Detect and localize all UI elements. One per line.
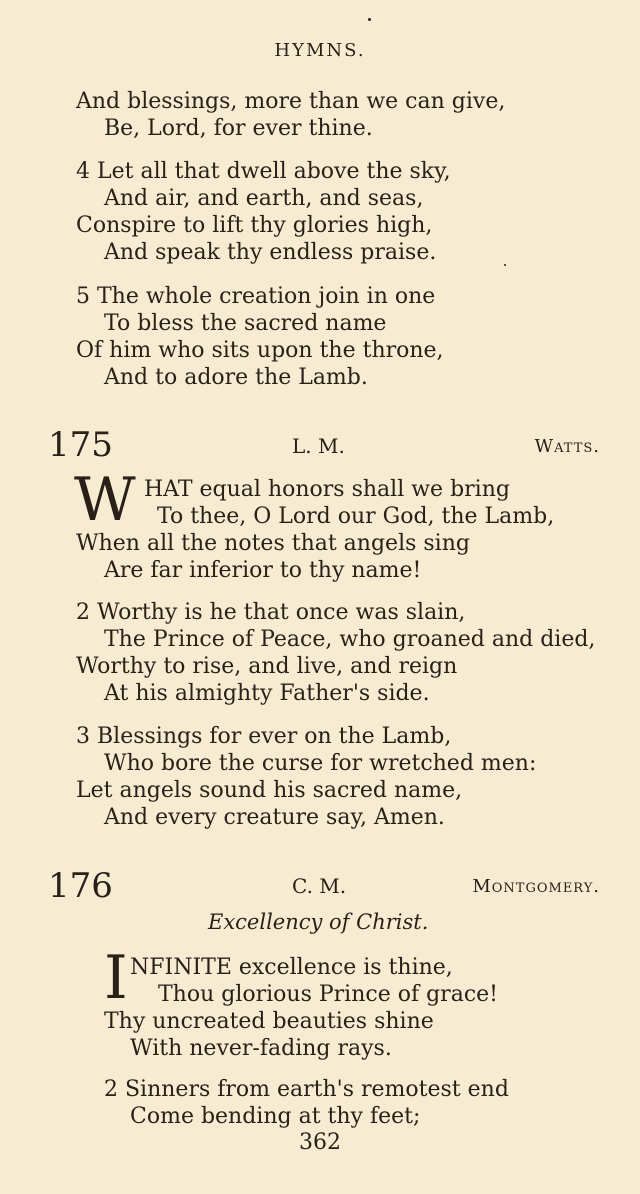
verse-line: To thee, O Lord our God, the Lamb,	[157, 504, 555, 529]
verse-line: To bless the sacred name	[104, 311, 387, 336]
running-head: HYMNS.	[274, 40, 366, 61]
verse-line: Be, Lord, for ever thine.	[104, 116, 373, 141]
verse-line: Conspire to lift thy glories high,	[76, 213, 433, 238]
verse-line: At his almighty Father's side.	[104, 681, 430, 706]
verse-line: When all the notes that angels sing	[76, 531, 470, 556]
hymn-author: Watts.	[534, 436, 600, 457]
verse-line: Thy uncreated beauties shine	[104, 1009, 434, 1034]
verse-line: And blessings, more than we can give,	[76, 89, 506, 114]
verse-line: Come bending at thy feet;	[130, 1104, 421, 1129]
verse-line: 4 Let all that dwell above the sky,	[76, 159, 451, 184]
hymn-meter: L. M.	[292, 434, 345, 458]
verse-line: The Prince of Peace, who groaned and died,	[104, 627, 596, 652]
verse-line: With never-fading rays.	[130, 1036, 392, 1061]
verse-line: Of him who sits upon the throne,	[76, 338, 444, 363]
verse-line: And speak thy endless praise.	[104, 240, 437, 265]
verse-line: Are far inferior to thy name!	[104, 558, 422, 583]
verse-line: And every creature say, Amen.	[104, 805, 445, 830]
verse-line: 2 Sinners from earth's remotest end	[104, 1077, 509, 1102]
verse-line: 5 The whole creation join in one	[76, 284, 436, 309]
verse-line: Who bore the curse for wretched men:	[104, 751, 537, 776]
verse-line: NFINITE excellence is thine,	[130, 955, 453, 980]
ink-speck	[504, 264, 506, 266]
verse-line: HAT equal honors shall we bring	[144, 477, 510, 502]
drop-cap: I	[104, 943, 128, 1013]
verse-line: 2 Worthy is he that once was slain,	[76, 600, 466, 625]
hymn-number: 176	[48, 866, 113, 906]
verse-line: 3 Blessings for ever on the Lamb,	[76, 724, 452, 749]
hymn-author: Montgomery.	[472, 876, 600, 897]
verse-line: Let angels sound his sacred name,	[76, 778, 463, 803]
verse-line: Worthy to rise, and live, and reign	[76, 654, 458, 679]
ink-speck	[368, 18, 371, 21]
verse-line: And to adore the Lamb.	[104, 365, 368, 390]
verse-line: And air, and earth, and seas,	[104, 186, 424, 211]
page-number: 362	[299, 1130, 341, 1155]
verse-line: Thou glorious Prince of grace!	[158, 982, 499, 1007]
hymn-meter: C. M.	[292, 874, 347, 898]
drop-cap: W	[74, 465, 136, 535]
hymn-number: 175	[48, 425, 113, 465]
hymn-subtitle: Excellency of Christ.	[208, 910, 429, 934]
